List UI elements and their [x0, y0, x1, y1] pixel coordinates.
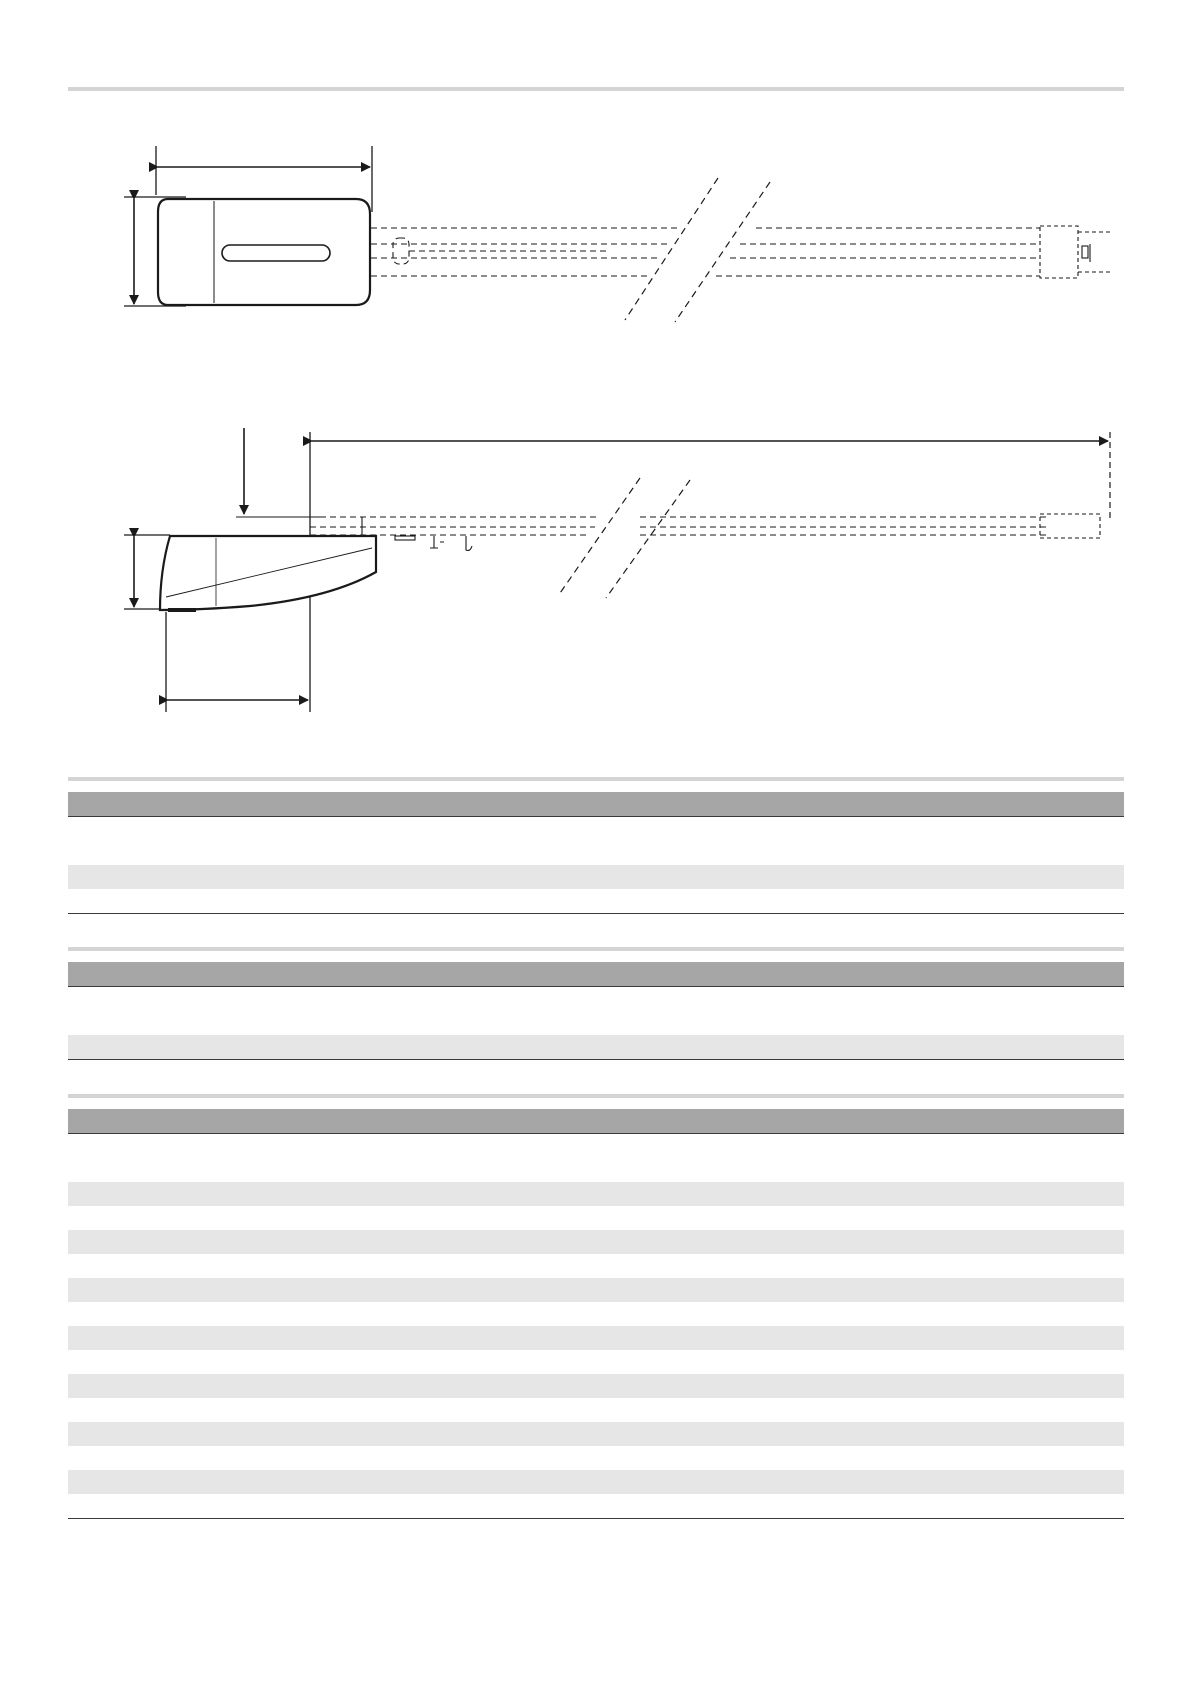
- table-header-band: [68, 962, 1124, 987]
- table-row: [68, 1398, 1124, 1422]
- side-view-drawing: [124, 428, 1110, 712]
- table-row: [68, 865, 1124, 889]
- spec-table-3: [68, 1094, 1124, 1519]
- table-row: [68, 1254, 1124, 1278]
- table-bottom-rule: [68, 913, 1124, 914]
- table-bottom-rule: [68, 1059, 1124, 1060]
- table-row: [68, 1446, 1124, 1470]
- table-row: [68, 1206, 1124, 1230]
- table-row: [68, 1230, 1124, 1254]
- table-row: [68, 1422, 1124, 1446]
- break-line: [625, 178, 718, 320]
- table-bottom-rule: [68, 1518, 1124, 1519]
- break-line: [606, 480, 690, 598]
- top-view-drawing: [124, 146, 1110, 322]
- break-line: [558, 478, 640, 596]
- table-header-band: [68, 792, 1124, 817]
- table-row: [68, 1278, 1124, 1302]
- table-header-band: [68, 1109, 1124, 1134]
- light-window: [222, 245, 330, 261]
- rail-side-dashed: [310, 514, 1100, 538]
- table-row: [68, 1326, 1124, 1350]
- technical-drawing: [0, 0, 1191, 760]
- table-row: [68, 841, 1124, 865]
- table-row: [68, 987, 1124, 1011]
- spec-table-2: [68, 947, 1124, 1060]
- spec-table-1: [68, 777, 1124, 914]
- rail-end-bracket: [1040, 226, 1110, 278]
- table-row: [68, 1011, 1124, 1035]
- table-row: [68, 1350, 1124, 1374]
- table-row: [68, 1158, 1124, 1182]
- table-row: [68, 1182, 1124, 1206]
- table-row: [68, 1134, 1124, 1158]
- table-row: [68, 1374, 1124, 1398]
- table-row: [68, 1494, 1124, 1518]
- table-row: [68, 889, 1124, 913]
- rail-outline-dashed: [371, 228, 680, 276]
- table-row: [68, 1302, 1124, 1326]
- table-row: [68, 1470, 1124, 1494]
- break-line: [675, 182, 770, 322]
- table-row: [68, 817, 1124, 841]
- table-row: [68, 1035, 1124, 1059]
